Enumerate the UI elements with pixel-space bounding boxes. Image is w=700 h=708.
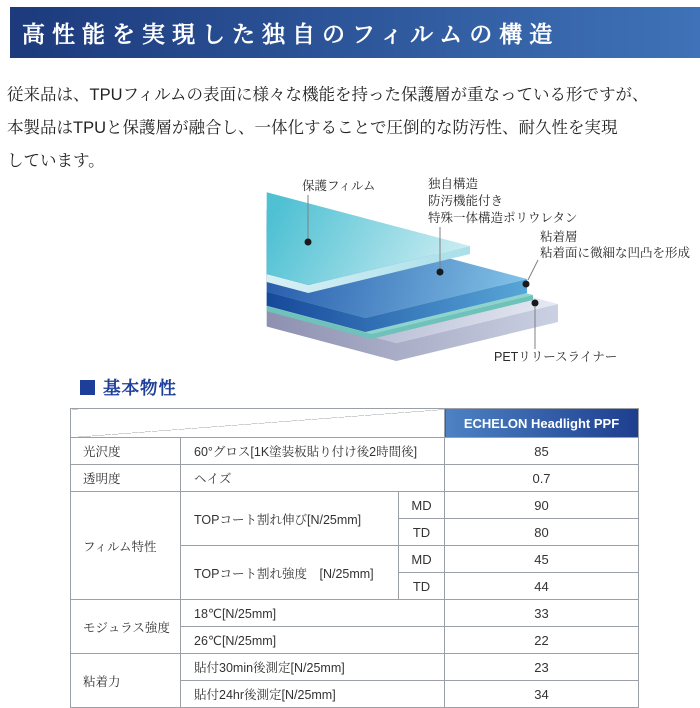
table-row	[71, 654, 639, 681]
value-cell: 33	[445, 600, 639, 627]
item-cell: TOPコート割れ伸び[N/25mm]	[181, 492, 399, 546]
page-title: 高性能を実現した独自のフィルムの構造	[22, 22, 560, 47]
item-cell: 26℃[N/25mm]	[181, 627, 445, 654]
table-header-row	[71, 409, 639, 438]
value-cell: 23	[445, 654, 639, 681]
category-cell: フィルム特性	[71, 492, 181, 600]
label-unique-structure-3: 特殊一体構造ポリウレタン	[428, 211, 578, 225]
section-heading	[80, 375, 177, 399]
diagonal-header-cell	[71, 409, 445, 438]
md-cell: MD	[399, 492, 445, 519]
film-structure-diagram	[195, 172, 695, 372]
item-cell: 18℃[N/25mm]	[181, 600, 445, 627]
intro-paragraph	[7, 79, 699, 178]
label-protective-film: 保護フィルム	[302, 179, 376, 193]
label-adhesive-2: 粘着面に微細な凹凸を形成	[540, 246, 691, 260]
table-row	[71, 465, 639, 492]
basic-properties-table	[70, 408, 639, 708]
category-cell: 粘着力	[71, 654, 181, 708]
value-cell: 85	[445, 438, 639, 465]
value-cell: 44	[445, 573, 639, 600]
value-cell: 90	[445, 492, 639, 519]
td-cell: TD	[399, 519, 445, 546]
table-row	[71, 492, 639, 519]
label-adhesive-1: 粘着層	[540, 230, 578, 244]
label-unique-structure-1: 独自構造	[428, 177, 479, 191]
value-cell: 0.7	[445, 465, 639, 492]
label-unique-structure-2: 防汚機能付き	[428, 194, 504, 208]
item-cell: 貼付24hr後測定[N/25mm]	[181, 681, 445, 708]
table-row	[71, 600, 639, 627]
item-cell: 60°グロス[1K塗装板貼り付け後2時間後]	[181, 438, 445, 465]
value-cell: 22	[445, 627, 639, 654]
intro-line-2: 本製品はTPUと保護層が融合し、一体化することで圧倒的な防汚性、耐久性を実現	[7, 119, 618, 137]
intro-line-1: 従来品は、TPUフィルムの表面に様々な機能を持った保護層が重なっている形ですが、	[7, 86, 649, 104]
md-cell: MD	[399, 546, 445, 573]
item-cell: 貼付30min後測定[N/25mm]	[181, 654, 445, 681]
label-pet-liner: PETリリースライナー	[494, 350, 618, 364]
value-cell: 45	[445, 546, 639, 573]
title-banner	[10, 7, 700, 58]
item-cell: ヘイズ	[181, 465, 445, 492]
intro-line-3: しています。	[7, 152, 105, 170]
category-cell: モジュラス強度	[71, 600, 181, 654]
category-cell: 透明度	[71, 465, 181, 492]
value-cell: 34	[445, 681, 639, 708]
category-cell: 光沢度	[71, 438, 181, 465]
table-row	[71, 438, 639, 465]
item-cell: TOPコート割れ強度 [N/25mm]	[181, 546, 399, 600]
section-square-icon	[80, 380, 95, 395]
section-title: 基本物性	[103, 377, 177, 398]
product-header-cell: ECHELON Headlight PPF	[445, 409, 639, 438]
td-cell: TD	[399, 573, 445, 600]
value-cell: 80	[445, 519, 639, 546]
